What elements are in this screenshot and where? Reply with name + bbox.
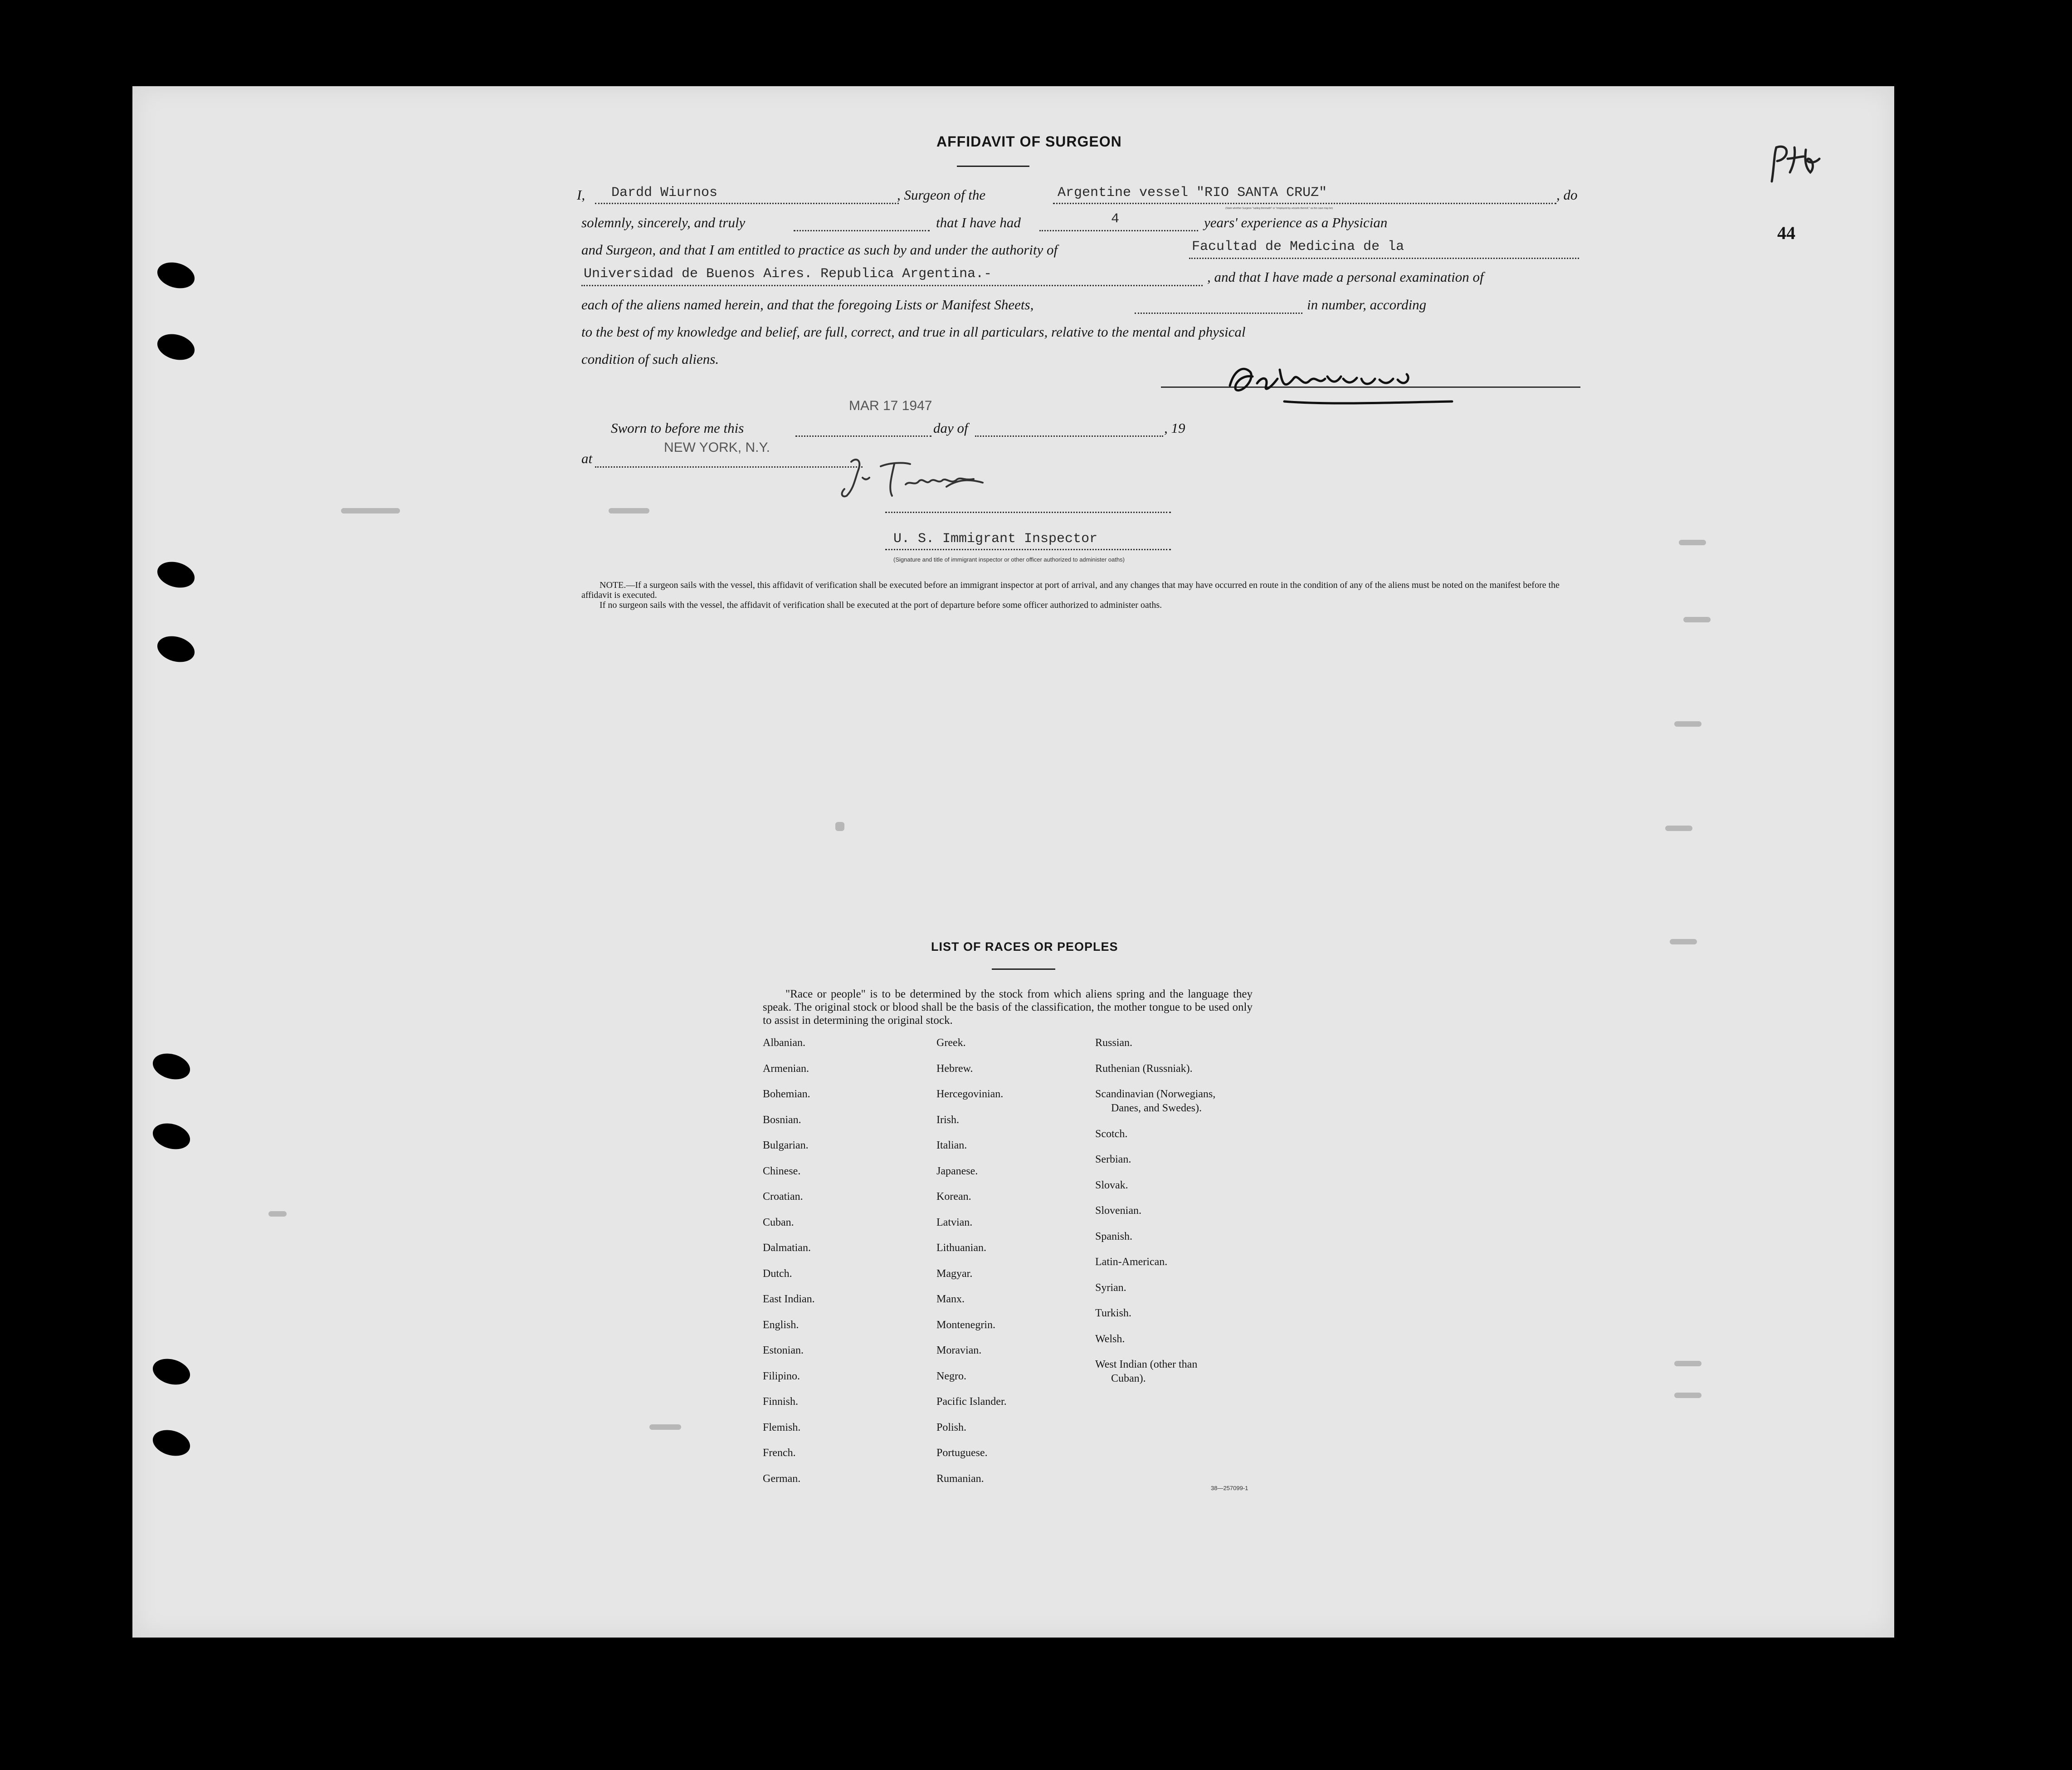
race-item: Ruthenian (Russniak). xyxy=(1095,1062,1193,1075)
stamp-place: NEW YORK, N.Y. xyxy=(664,440,770,455)
bleed-through-mark xyxy=(609,508,649,513)
races-title: LIST OF RACES OR PEOPLES xyxy=(931,940,1118,953)
bleed-through-mark xyxy=(1665,826,1692,831)
line5-pre: each of the aliens named herein, and that the foregoing Lists or Manifest Sheets, xyxy=(581,297,1034,313)
line1-end: , do xyxy=(1556,187,1578,203)
page-number: 44 xyxy=(1777,223,1795,243)
inspector-title: U. S. Immigrant Inspector xyxy=(893,531,1098,547)
races-title-rule xyxy=(992,968,1055,970)
race-item: Croatian. xyxy=(763,1191,803,1203)
race-item: Chinese. xyxy=(763,1165,801,1177)
line7: condition of such aliens. xyxy=(581,351,719,367)
race-item: Finnish. xyxy=(763,1396,799,1408)
race-item: Scotch. xyxy=(1095,1128,1128,1140)
race-item: Negro. xyxy=(936,1370,966,1382)
vessel-name: Argentine vessel "RIO SANTA CRUZ" xyxy=(1058,185,1327,200)
race-item: Rumanian. xyxy=(936,1472,984,1485)
note-2: If no surgeon sails with the vessel, the affidavit of verification shall be executed at the port of departure before some officer authorized to administer oaths. xyxy=(600,600,1162,610)
line2-end: years' experience as a Physician xyxy=(1204,215,1388,230)
race-item: West Indian (other than xyxy=(1095,1359,1198,1371)
races-intro: "Race or people" is to be determined by the stock from which aliens spring and the language they speak. The original stock or blood shall be the basis of the classification, the mother tongue to be used only to assist in determining the original stock. xyxy=(763,988,1253,1027)
stamp-date: MAR 17 1947 xyxy=(849,398,932,413)
line6: to the best of my knowledge and belief, are full, correct, and true in all particulars, relative to the mental and physical xyxy=(581,324,1246,340)
sworn-place-field xyxy=(595,452,863,468)
line1-pre: I, xyxy=(577,187,585,203)
bleed-through-mark xyxy=(1683,617,1711,622)
line4-end: , and that I have made a personal examination of xyxy=(1207,269,1484,285)
line2-pre: solemnly, sincerely, and truly xyxy=(581,215,746,230)
title-rule xyxy=(957,166,1029,167)
inspector-signature-line xyxy=(885,507,1171,513)
race-item: Scandinavian (Norwegians, xyxy=(1095,1088,1216,1100)
affidavit-title: AFFIDAVIT OF SURGEON xyxy=(936,133,1122,150)
bleed-through-mark xyxy=(1679,540,1706,545)
race-item: Japanese. xyxy=(936,1165,978,1177)
document-page xyxy=(132,86,1894,1638)
sworn-month-field xyxy=(975,421,1163,437)
race-item: Irish. xyxy=(936,1114,959,1126)
years-value: 4 xyxy=(1111,211,1120,227)
race-item: Serbian. xyxy=(1095,1154,1131,1166)
race-item: Russian. xyxy=(1095,1037,1133,1049)
race-item: Armenian. xyxy=(763,1062,809,1075)
line5-end: in number, according xyxy=(1307,297,1427,313)
race-item: Latin-American. xyxy=(1095,1256,1168,1268)
race-item: German. xyxy=(763,1472,801,1485)
bleed-through-mark xyxy=(1670,939,1697,944)
race-item: Welsh. xyxy=(1095,1333,1125,1345)
race-item: Italian. xyxy=(936,1139,967,1151)
race-item: Hebrew. xyxy=(936,1062,973,1075)
sheets-count-field xyxy=(1135,298,1302,314)
race-item: Estonian. xyxy=(763,1345,804,1356)
surgeon-type-hint: (State whether Surgeon "sailing therewith" or "employed by vessels thereof," as the case may be) xyxy=(1225,207,1333,210)
bleed-through-mark xyxy=(835,822,844,831)
race-item: Albanian. xyxy=(763,1037,805,1049)
truly-field xyxy=(794,215,930,231)
race-item: Danes, and Swedes). xyxy=(1111,1102,1202,1115)
surgeon-signature xyxy=(1225,352,1479,411)
sworn-at: at xyxy=(581,450,593,466)
race-item: Bulgarian. xyxy=(763,1139,809,1151)
race-item: Dutch. xyxy=(763,1267,792,1280)
line2-mid: that I have had xyxy=(936,215,1021,230)
sworn-mid: day of xyxy=(933,420,968,436)
race-item: Hercegovinian. xyxy=(936,1088,1004,1100)
race-item: Slovak. xyxy=(1095,1179,1128,1191)
race-item: Greek. xyxy=(936,1037,966,1049)
sworn-day-field xyxy=(795,421,931,437)
bleed-through-mark xyxy=(649,1424,681,1430)
race-item: Polish. xyxy=(936,1421,967,1433)
bleed-through-mark xyxy=(268,1211,287,1217)
race-item: Dalmatian. xyxy=(763,1242,811,1254)
race-item: Portuguese. xyxy=(936,1447,988,1459)
race-item: French. xyxy=(763,1447,796,1459)
sworn-end: , 19 xyxy=(1164,420,1185,436)
line1-mid: , Surgeon of the xyxy=(897,187,986,203)
race-item: Bosnian. xyxy=(763,1114,801,1126)
corner-handwritten-mark xyxy=(1763,141,1831,191)
race-item: Cuban. xyxy=(763,1216,794,1228)
race-item: Magyar. xyxy=(936,1267,973,1280)
race-item: Syrian. xyxy=(1095,1281,1126,1294)
inspector-title-line xyxy=(885,544,1171,550)
race-item: Filipino. xyxy=(763,1370,800,1382)
inspector-hint: (Signature and title of immigrant inspector or other officer authorized to administer oaths) xyxy=(893,556,1125,563)
race-item: Turkish. xyxy=(1095,1307,1131,1320)
race-item: East Indian. xyxy=(763,1293,815,1305)
race-item: Spanish. xyxy=(1095,1230,1133,1242)
race-item: English. xyxy=(763,1319,799,1331)
race-item: Montenegrin. xyxy=(936,1319,995,1331)
sworn-pre: Sworn to before me this xyxy=(611,420,744,436)
bleed-through-mark xyxy=(1674,721,1701,727)
note-1: NOTE.—If a surgeon sails with the vessel, this affidavit of verification shall be executed before an immigrant inspector at port of arrival, and any changes that may have occurred en route in the condition of any of the aliens must be noted on the manifest before the affidavit is executed. xyxy=(581,580,1560,600)
authority-line-2: Universidad de Buenos Aires. Republica Argentina.- xyxy=(584,266,992,282)
bleed-through-mark xyxy=(1674,1361,1701,1366)
line3-pre: and Surgeon, and that I am entitled to practice as such by and under the authority of xyxy=(581,242,1058,258)
inspector-signature xyxy=(838,453,1010,507)
surgeon-name: Dardd Wiurnos xyxy=(611,185,718,200)
race-item: Slovenian. xyxy=(1095,1205,1141,1217)
race-item: Lithuanian. xyxy=(936,1242,986,1254)
race-item: Moravian. xyxy=(936,1345,982,1356)
race-item: Manx. xyxy=(936,1293,965,1305)
race-item: Flemish. xyxy=(763,1421,801,1433)
bleed-through-mark xyxy=(1674,1393,1701,1398)
authority-line-1: Facultad de Medicina de la xyxy=(1192,239,1404,254)
form-code: 38—257099-1 xyxy=(1211,1485,1248,1491)
race-item: Korean. xyxy=(936,1191,971,1203)
race-item: Latvian. xyxy=(936,1216,973,1228)
race-item: Cuban). xyxy=(1111,1373,1146,1385)
bleed-through-mark xyxy=(341,508,400,513)
race-item: Pacific Islander. xyxy=(936,1396,1007,1408)
race-item: Bohemian. xyxy=(763,1088,810,1100)
